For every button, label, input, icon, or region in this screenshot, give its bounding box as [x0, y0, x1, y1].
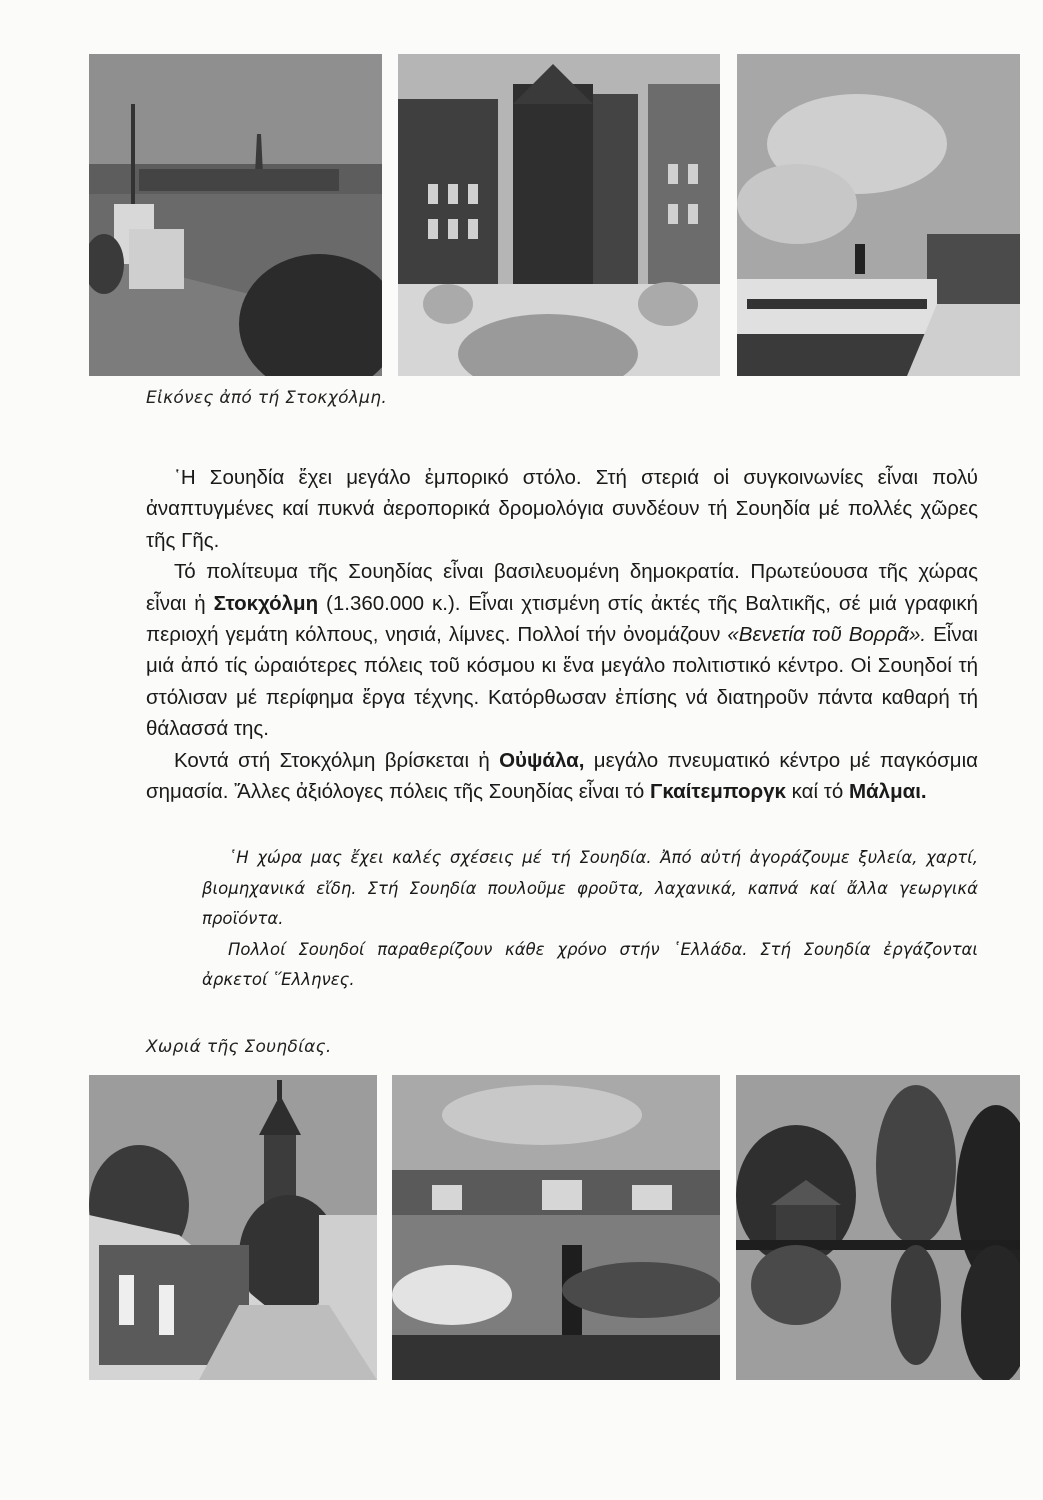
photo-image — [736, 1075, 1020, 1380]
photo-village-street-church — [89, 1075, 377, 1380]
relations-note — [202, 843, 978, 996]
photo-image — [398, 54, 720, 376]
paragraph-transport: ῾Η Σουηδία ἔχει μεγάλο ἐμπορικό στόλο. Στή στεριά οἱ συγκοινωνίες εἶναι πολύ ἀναπτυγμένες καί πυκνά ἀεροπορικά δρομολόγια συνδέουν τή Σουηδία μέ πολλές χῶρες τῆς Γῆς. — [146, 466, 978, 552]
city-malmo: Μάλμαι. — [848, 780, 927, 804]
city-uppsala: Οὐψάλα, — [499, 748, 585, 772]
photo-stockholm-steamboat-quay — [737, 54, 1020, 376]
photo-stockholm-old-town-square — [398, 54, 720, 376]
capital-name: Στοκχόλμη — [213, 591, 319, 615]
city-gothenburg: Γκαίτεμποργκ — [650, 780, 786, 804]
photo-stockholm-waterfront-bench — [89, 54, 382, 376]
note-tourism: Πολλοί Σουηδοί παραθερίζουν κάθε χρόνο στήν ῾Ελλάδα. Στή Σουηδία ἐργάζονται ἀρκετοί ῞Ελληνες. — [202, 939, 978, 989]
photo-image — [737, 54, 1020, 376]
bottom-photos-caption: Χωριά τῆς Σουηδίας. — [146, 1037, 332, 1057]
paragraph-stockholm: Τό πολίτευμα τῆς Σουηδίας εἶναι βασιλευομένη δημοκρατία. Πρωτεύουσα τῆς χώρας εἶναι ἡ Στοκχόλμη (1.360.000 κ.). Εἶναι χτισμένη στίς ἀκτές τῆς Βαλτικῆς, σέ μιά γραφική περιοχή γεμάτη κόλπους, νησιά, λίμνες. Πολλοί τήν ὀνομάζουν «Βενετία τοῦ Βορρᾶ». Εἶναι μιά ἀπό τίς ὡραιότερες πόλεις τοῦ κόσμου κι ἕνα μεγάλο πολιτιστικό κέντρο. Οἱ Σουηδοί τή στόλισαν μέ περίφημα ἔργα τέχνης. Κατόρθωσαν ἐπίσης νά διατηροῦν πάντα καθαρή τή θάλασσά της. — [146, 560, 978, 741]
photo-image — [89, 1075, 377, 1380]
note-trade: ῾Η χώρα μας ἔχει καλές σχέσεις μέ τή Σουηδία. Ἀπό αὐτή ἀγοράζουμε ξυλεία, χαρτί, βιομηχανικά εἴδη. Στή Σουηδία πουλοῦμε φροῦτα, λαχανικά, καπνά καί ἄλλα γεωργικά προϊόντα. — [202, 848, 978, 928]
city-nickname: «Βενετία τοῦ Βορρᾶ». — [727, 623, 927, 647]
photo-harbor-boats — [392, 1075, 720, 1380]
photo-image — [89, 54, 382, 376]
photo-image — [392, 1075, 720, 1380]
main-text — [146, 462, 978, 807]
photo-lake-boathouse — [736, 1075, 1020, 1380]
top-photos-caption: Εἰκόνες ἀπό τή Στοκχόλμη. — [146, 388, 388, 408]
paragraph-other-cities: Κοντά στή Στοκχόλμη βρίσκεται ἡ Οὐψάλα, μεγάλο πνευματικό κέντρο μέ παγκόσμια σημασία. Ἄλλες ἀξιόλογες πόλεις τῆς Σουηδίας εἶναι τό Γκαίτεμποργκ καί τό Μάλμαι. — [146, 748, 979, 804]
